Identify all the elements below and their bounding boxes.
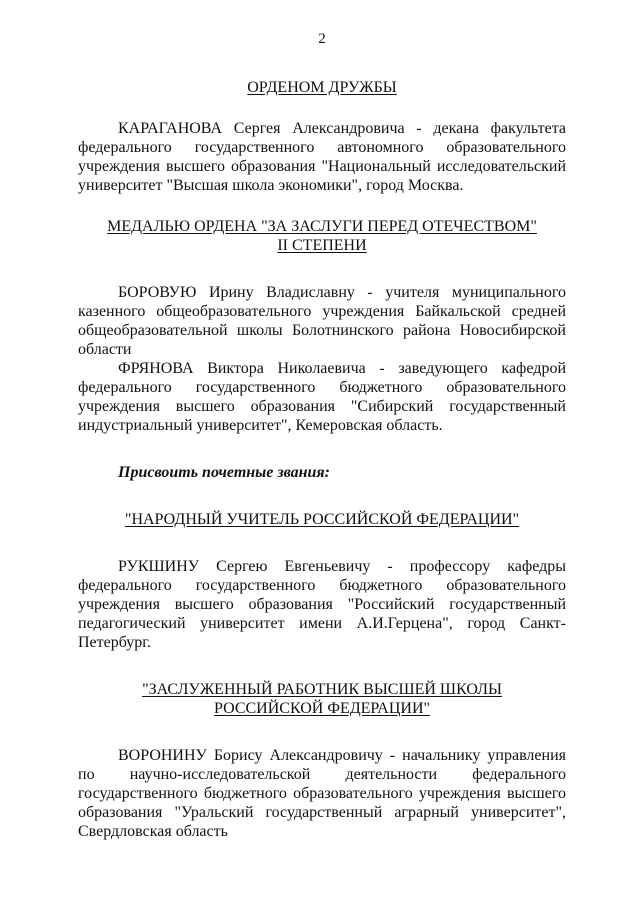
award-entry: ФРЯНОВА Виктора Николаевича - заведующего кафедрой федерального государственного бюджетного образовательного учреждения высшего образования "Сибирский государственный индустриальный университет", Кемеровская область. bbox=[78, 360, 566, 434]
award-entry: КАРАГАНОВА Сергея Александровича - декана факультета федерального государственного автономного образовательного учреждения высшего образования "Национальный исследовательский университет "Высшая школа экономики", город Москва. bbox=[78, 120, 566, 194]
honorary-titles-intro: Присвоить почетные звания: bbox=[118, 464, 330, 481]
section-heading-medal-merit bbox=[78, 217, 566, 255]
section-heading-order-friendship bbox=[78, 78, 566, 97]
document-page bbox=[78, 30, 566, 841]
award-entry: РУКШИНУ Сергею Евгеньевичу - профессору кафедры федерального государственного бюджетного образовательного учреждения высшего образования "Российский государственный педагогический университет имени А.И.Герцена", город Санкт-Петербург. bbox=[78, 558, 566, 651]
award-entry: ВОРОНИНУ Борису Александровичу - начальнику управления по научно-исследовательской деятельности федерального государственного бюджетного образовательного учреждения высшего образования "Уральский государственный аграрный университет", Свердловская область bbox=[78, 747, 566, 840]
section-heading-honored-worker bbox=[78, 680, 566, 718]
heading-text: "НАРОДНЫЙ УЧИТЕЛЬ РОССИЙСКОЙ ФЕДЕРАЦИИ" bbox=[124, 511, 520, 528]
heading-line-1: "ЗАСЛУЖЕННЫЙ РАБОТНИК ВЫСШЕЙ ШКОЛЫ bbox=[142, 681, 502, 698]
page-number: 2 bbox=[318, 31, 326, 47]
heading-line-2: РОССИЙСКОЙ ФЕДЕРАЦИИ" bbox=[213, 700, 431, 717]
heading-text: ОРДЕНОМ ДРУЖБЫ bbox=[247, 79, 397, 96]
section-heading-peoples-teacher bbox=[78, 510, 566, 529]
award-entry: БОРОВУЮ Ирину Владиславну - учителя муниципального казенного общеобразовательного учреждения Байкальской средней общеобразовательной школы Болотнинского района Новосибирской области bbox=[78, 284, 566, 358]
heading-line-2: II СТЕПЕНИ bbox=[277, 237, 367, 254]
heading-line-1: МЕДАЛЬЮ ОРДЕНА "ЗА ЗАСЛУГИ ПЕРЕД ОТЕЧЕСТВОМ" bbox=[107, 218, 537, 235]
